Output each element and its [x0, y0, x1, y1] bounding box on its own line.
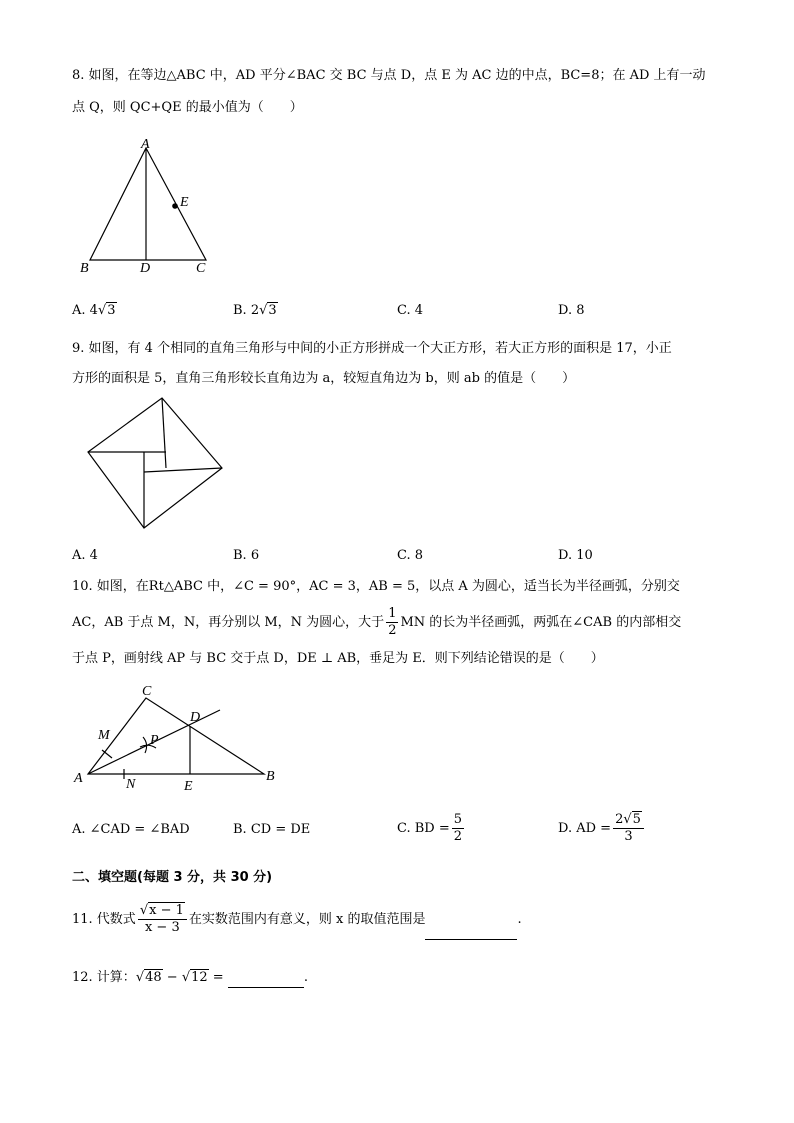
q10-label-D: D — [190, 710, 201, 725]
q10-label-N: N — [126, 777, 136, 792]
q10-label-B: B — [266, 769, 275, 784]
q9-text-line1: 9. 如图，有 4 个相同的直角三角形与中间的小正方形拼成一个大正方形，若大正方形的面积是 17，小正 — [72, 341, 672, 356]
q8-text-line1: 8. 如图，在等边△ABC 中，AD 平分∠BAC 交 BC 与点 D，点 E 为 AC 边的中点，BC=8；在 AD 上有一动 — [72, 68, 706, 83]
q11-answer-blank[interactable] — [425, 921, 517, 940]
q10-text-line3: 于点 P，画射线 AP 与 BC 交于点 D，DE ⊥ AB，垂足为 E．则下列结论错误的是（ ） — [72, 651, 604, 666]
q10-label-P: P — [150, 733, 159, 748]
q10-label-E: E — [184, 779, 193, 794]
q8-text-line2: 点 Q，则 QC+QE 的最小值为（ ） — [72, 100, 303, 115]
q12-answer-blank[interactable] — [228, 971, 304, 988]
q10-option-a: A. ∠CAD = ∠BAD — [72, 822, 190, 837]
q10-fraction-half: $\frac{1}{2}$ — [388, 606, 397, 638]
q8-option-a: A. 4√3 — [72, 303, 116, 318]
q8-option-b: B. 2√3 — [233, 303, 277, 318]
q11-text: 11. 代数式 $\frac{√x - 1}{x - 3}$ 在实数范围内有意义，则 x 的取值范围是 . — [72, 900, 522, 940]
q8-label-B: B — [80, 261, 89, 276]
q8-figure-equilateral-triangle — [78, 136, 218, 276]
q8-option-d: D. 8 — [558, 303, 585, 318]
q9-option-c: C. 8 — [397, 548, 424, 563]
q9-option-a: A. 4 — [72, 548, 98, 563]
q10-option-d: D. AD = $\frac{2√5}{3}$ — [558, 812, 646, 845]
q8-label-C: C — [196, 261, 206, 276]
q9-option-b: B. 6 — [233, 548, 260, 563]
q10-label-C: C — [142, 684, 152, 699]
q10-label-A: A — [74, 771, 83, 786]
q8-label-D: D — [140, 261, 151, 276]
q9-figure-pinwheel-square — [86, 396, 226, 530]
q10-figure-right-triangle — [72, 680, 292, 800]
q8-label-A: A — [141, 137, 150, 152]
q10-option-b: B. CD = DE — [233, 822, 311, 837]
q10-text-line1: 10. 如图，在Rt△ABC 中，∠C = 90°，AC = 3，AB = 5，以点 A 为圆心，适当长为半径画弧，分别交 — [72, 579, 680, 594]
q9-text-line2: 方形的面积是 5，直角三角形较长直角边为 a，较短直角边为 b，则 ab 的值是（ ） — [72, 371, 576, 386]
q10-option-c: C. BD = $\frac{5}{2}$ — [397, 812, 463, 844]
q12-text: 12. 计算：√48 − √12 = . — [72, 968, 308, 988]
q8-option-c: C. 4 — [397, 303, 424, 318]
q10-label-M: M — [98, 728, 110, 743]
q10-text-line2: AC，AB 于点 M，N，再分别以 M，N 为圆心，大于 $\frac{1}{2}$ MN 的长为半径画弧，两弧在∠CAB 的内部相交 — [72, 606, 682, 638]
q9-option-d: D. 10 — [558, 548, 593, 563]
q11-fraction: $\frac{√x - 1}{x - 3}$ — [138, 903, 187, 936]
q8-label-E: E — [180, 195, 189, 210]
section2-title: 二、填空题(每题 3 分，共 30 分) — [72, 870, 273, 885]
